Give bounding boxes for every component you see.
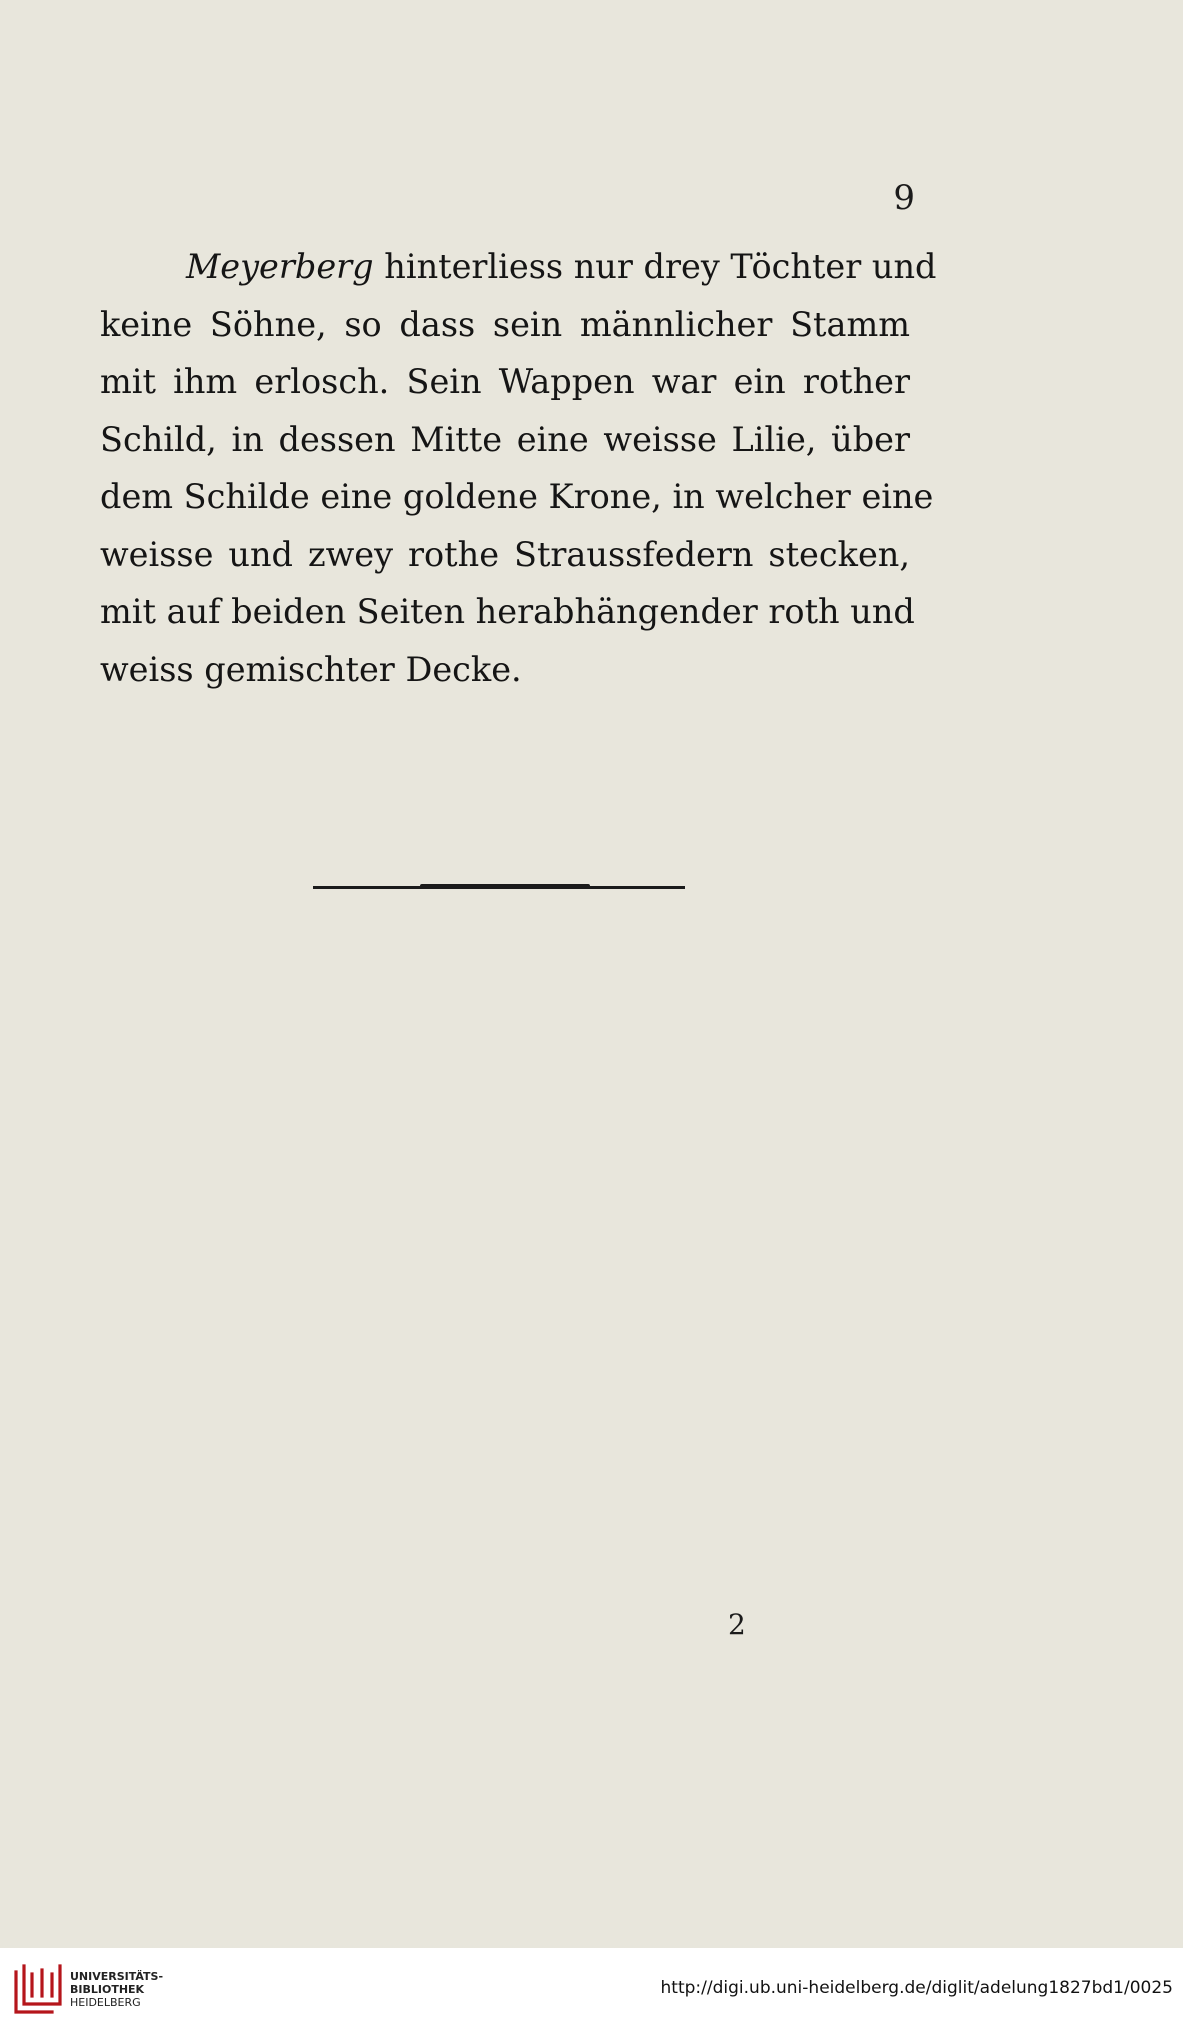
footer-bar	[0, 1948, 1183, 2033]
body-paragraph	[100, 238, 937, 698]
source-url-link[interactable]: http://digi.ub.uni-heidelberg.de/diglit/adelung1827bd1/0025	[660, 1978, 1173, 1998]
text-line-1	[100, 238, 937, 296]
text-line-6: weisse und zwey rothe Straussfedern stecken,	[100, 534, 910, 574]
library-name-line-3: HEIDELBERG	[70, 1996, 141, 2009]
text-line-5: dem Schilde eine goldene Krone, in welcher eine	[100, 477, 934, 516]
page-number: 9	[893, 178, 915, 218]
signature-mark: 2	[728, 1608, 746, 1641]
library-name	[70, 1970, 163, 2009]
library-name-line-2: BIBLIOTHEK	[70, 1983, 145, 1996]
library-name-line-1: UNIVERSITÄTS-	[70, 1970, 164, 1983]
text-line-2: keine Söhne, so dass sein männlicher Stamm	[100, 304, 910, 344]
text-line-8: weiss gemischter Decke.	[100, 649, 522, 689]
text-line-4: Schild, in dessen Mitte eine weisse Lilie, über	[100, 419, 910, 459]
text-line-7: mit auf beiden Seiten herabhängender roth und	[100, 592, 915, 631]
heidelberg-library-logo-icon	[12, 1962, 67, 2017]
section-divider-swell	[420, 884, 590, 889]
text-line-3: mit ihm erlosch. Sein Wappen war ein rother	[100, 362, 910, 401]
text-line-1-rest: hinterliess nur drey Töchter und	[373, 247, 937, 286]
name-meyerberg: Meyerberg	[186, 247, 374, 286]
